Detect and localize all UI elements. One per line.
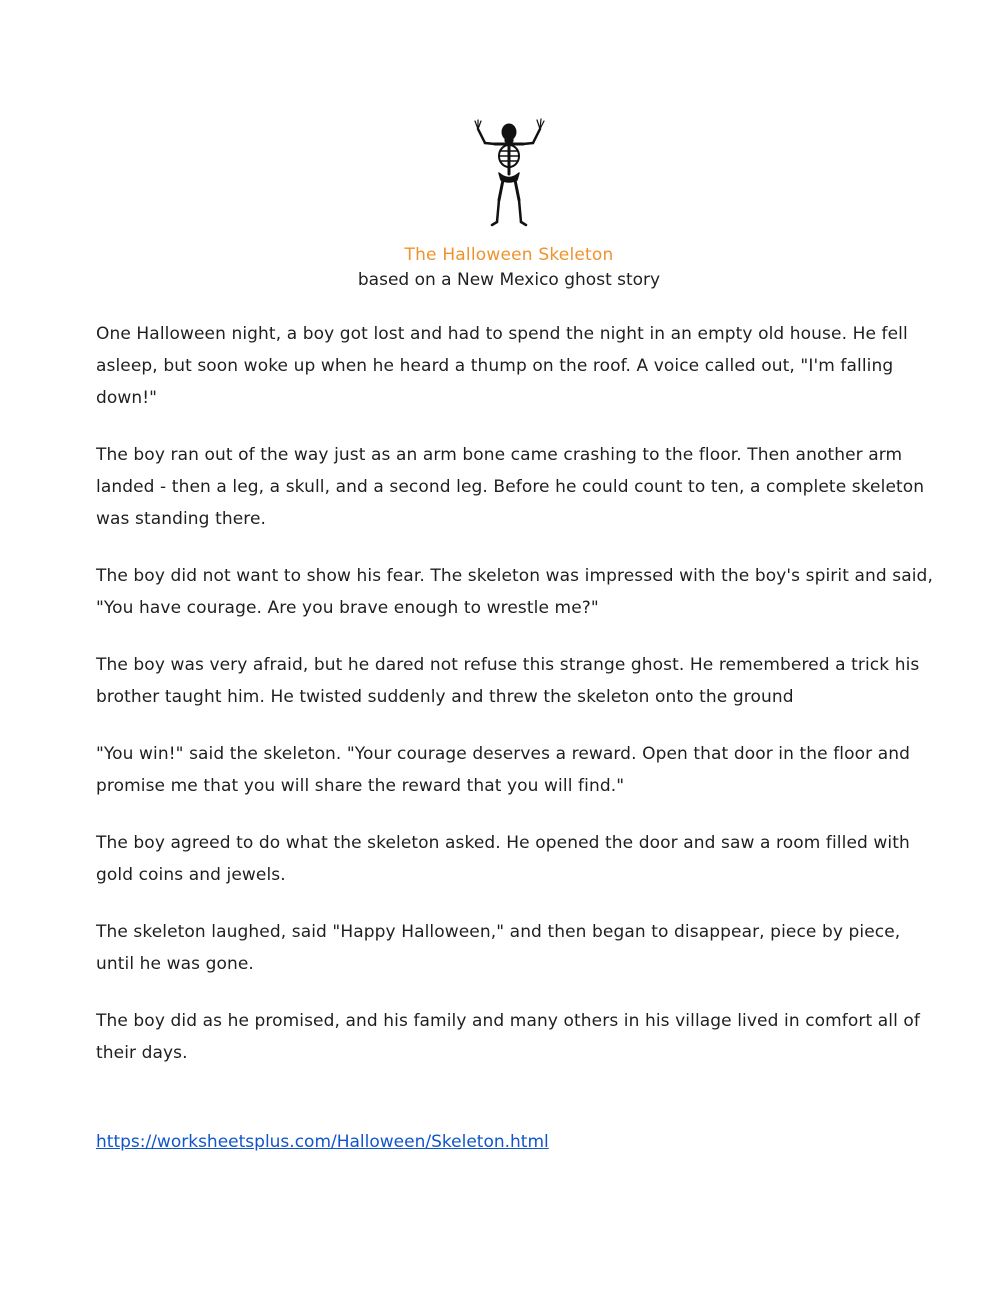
page-title: The Halloween Skeleton <box>404 245 614 265</box>
source-link[interactable]: https://worksheetsplus.com/Halloween/Skeleton.html <box>96 1132 549 1152</box>
story-paragraph: "You win!" said the skeleton. "Your courage deserves a reward. Open that door in the floor and promise me that you will share the reward that you will find." <box>96 744 910 796</box>
skeleton-icon <box>468 116 550 230</box>
story-paragraph: The boy ran out of the way just as an arm bone came crashing to the floor. Then another arm landed - then a leg, a skull, and a second leg. Before he could count to ten, a complete skeleton was standing there. <box>96 445 925 529</box>
page-subtitle: based on a New Mexico ghost story <box>357 270 661 290</box>
story-paragraph: The boy agreed to do what the skeleton asked. He opened the door and saw a room filled with gold coins and jewels. <box>96 833 910 885</box>
story-paragraph: One Halloween night, a boy got lost and had to spend the night in an empty old house. He fell asleep, but soon woke up when he heard a thump on the roof. A voice called out, "I'm falling down!" <box>96 324 908 408</box>
story-body <box>96 318 936 1094</box>
story-paragraph: The skeleton laughed, said "Happy Halloween," and then began to disappear, piece by piece, until he was gone. <box>96 922 901 974</box>
story-paragraph: The boy was very afraid, but he dared not refuse this strange ghost. He remembered a trick his brother taught him. He twisted suddenly and threw the skeleton onto the ground <box>96 655 920 707</box>
story-paragraph: The boy did not want to show his fear. The skeleton was impressed with the boy's spirit and said, "You have courage. Are you brave enough to wrestle me?" <box>96 566 933 618</box>
story-paragraph: The boy did as he promised, and his family and many others in his village lived in comfort all of their days. <box>96 1011 921 1063</box>
